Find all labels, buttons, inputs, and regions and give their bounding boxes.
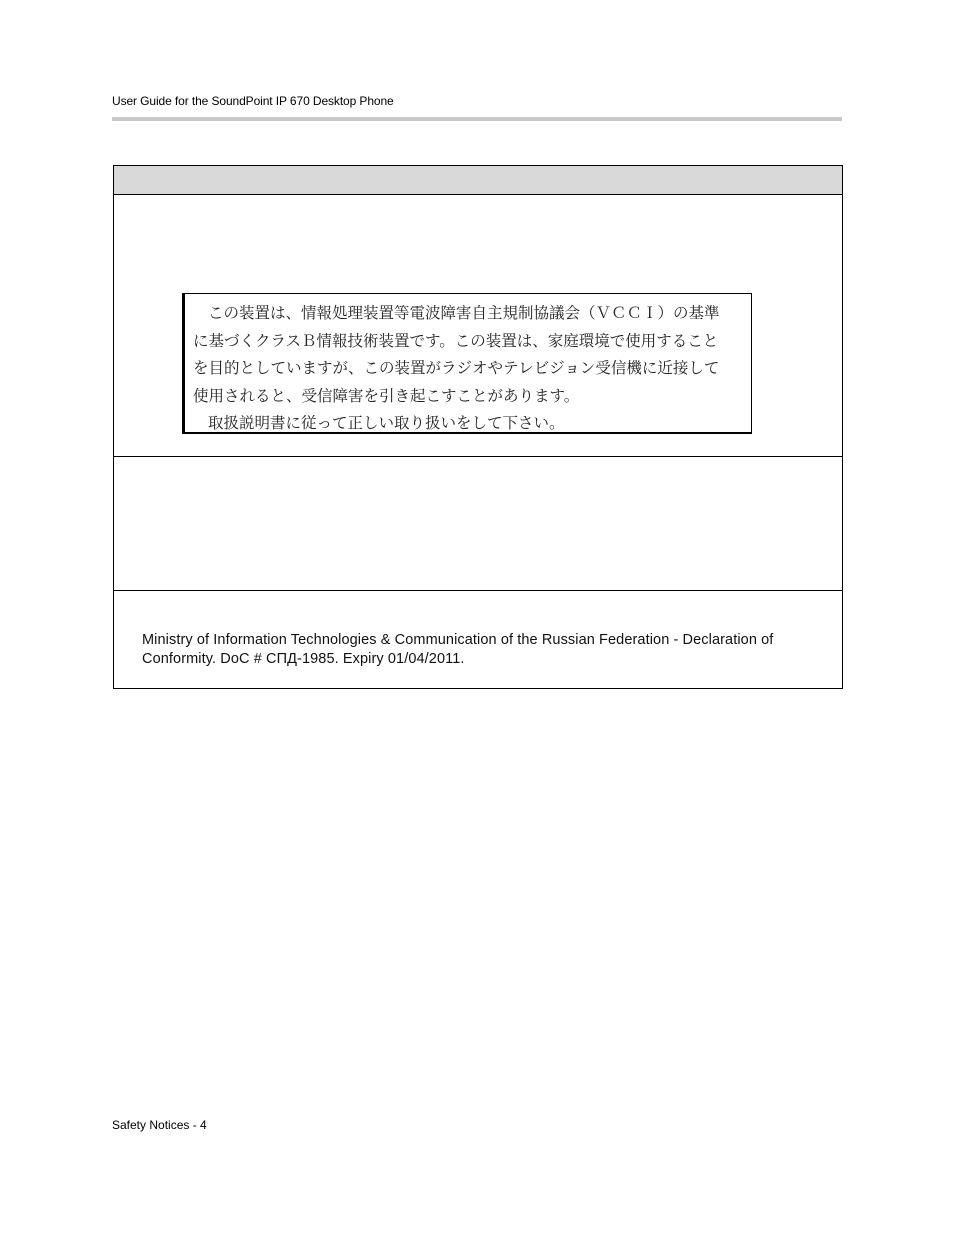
page-footer: Safety Notices - 4	[112, 1118, 207, 1132]
vcci-line-4: 使用されると、受信障害を引き起こすことがあります。	[193, 386, 580, 405]
header-rule	[112, 117, 842, 121]
table-header-row	[114, 166, 842, 195]
vcci-line-5: 取扱説明書に従って正しい取り扱いをして下さい。	[208, 414, 565, 432]
vcci-line-2: に基づくクラスＢ情報技術装置です。この装置は、家庭環境で使用すること	[193, 331, 719, 350]
vcci-line-3: を目的としていますが、この装置がラジオやテレビジョン受信機に近接して	[193, 359, 720, 377]
russia-declaration-text: Ministry of Information Technologies & Communication of the Russian Federation - Declaration of Conformity. DoC # СПД-1985. Expiry 01/04/2011.	[142, 632, 774, 667]
vcci-line-1: この装置は、情報処理装置等電波障害自主規制協議会（ＶＣＣＩ）の基準	[208, 304, 720, 322]
vcci-notice-row	[114, 195, 842, 457]
running-header: User Guide for the SoundPoint IP 670 Desktop Phone	[112, 94, 394, 108]
vcci-notice-image	[182, 293, 752, 434]
safety-notice-table	[113, 165, 843, 689]
empty-notice-row	[114, 457, 842, 591]
russia-notice-row	[114, 591, 842, 688]
